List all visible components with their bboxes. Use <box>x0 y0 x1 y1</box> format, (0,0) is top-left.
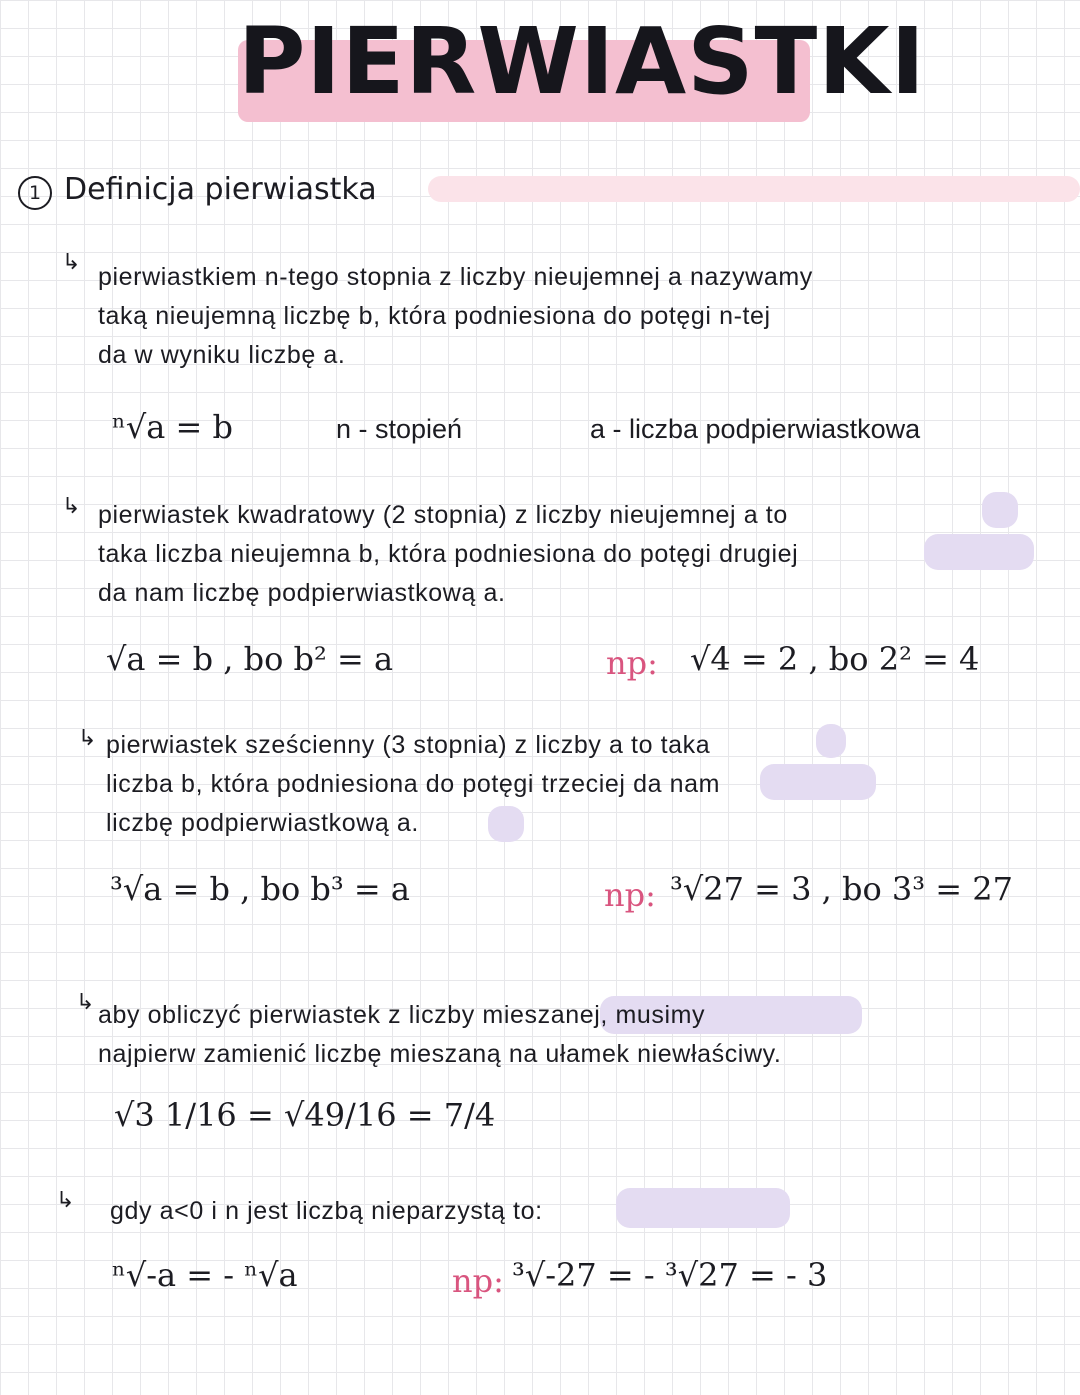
text-line: taką nieujemną liczbę b, która podniesiona do potęgi n-tej <box>98 302 771 330</box>
text-line: da nam liczbę podpierwiastkową a. <box>98 579 506 607</box>
section-number: 1 <box>18 176 52 210</box>
text-line: liczba b, która podniesiona do potęgi trzeciej da nam <box>106 770 721 798</box>
arrow-bullet-icon: ↳ <box>62 494 81 519</box>
arrow-bullet-icon: ↳ <box>76 990 95 1015</box>
square-root-formula: √a = b , bo b² = a <box>106 640 394 678</box>
text-line: da w wyniku liczbę a. <box>98 341 346 369</box>
text-line: pierwiastek kwadratowy (2 stopnia) z liczby nieujemnej a to <box>98 501 788 529</box>
odd-root-formula: ⁿ√-a = - ⁿ√a <box>112 1256 298 1294</box>
definition-text <box>98 258 813 375</box>
section-highlight-bar <box>428 176 1080 202</box>
legend-radicand: a - liczba podpierwiastkowa <box>590 414 921 444</box>
marker-highlight <box>816 724 846 758</box>
text-line: liczbę podpierwiastkową a. <box>106 809 419 837</box>
marker-highlight <box>760 764 876 800</box>
section-title: Definicja pierwiastka <box>64 172 377 207</box>
arrow-bullet-icon: ↳ <box>62 250 81 275</box>
arrow-bullet-icon: ↳ <box>78 726 97 751</box>
marker-highlight <box>982 492 1018 528</box>
legend-degree: n - stopień <box>336 414 463 444</box>
marker-highlight <box>924 534 1034 570</box>
example-label: np: <box>452 1262 504 1300</box>
negative-radicand-text <box>110 1192 543 1231</box>
square-root-example: √4 = 2 , bo 2² = 4 <box>690 640 980 678</box>
cube-root-formula: ³√a = b , bo b³ = a <box>110 870 410 908</box>
mixed-number-formula: √3 1/16 = √49/16 = 7/4 <box>114 1096 496 1134</box>
arrow-bullet-icon: ↳ <box>56 1188 75 1213</box>
square-root-text <box>98 496 798 613</box>
example-label: np: <box>606 644 658 682</box>
text-line: gdy a<0 i n jest liczbą nieparzystą to: <box>110 1197 543 1225</box>
marker-highlight <box>616 1188 790 1228</box>
page-title: PIERWIASTKI <box>238 8 926 115</box>
text-line: aby obliczyć pierwiastek z liczby mieszanej, musimy <box>98 1001 706 1029</box>
nth-root-formula: ⁿ√a = b <box>112 408 233 446</box>
odd-root-example: ³√-27 = - ³√27 = - 3 <box>512 1256 828 1294</box>
text-line: taka liczba nieujemna b, która podniesiona do potęgi drugiej <box>98 540 799 568</box>
mixed-number-text <box>98 996 781 1074</box>
text-line: pierwiastek sześcienny (3 stopnia) z liczby a to taka <box>106 731 711 759</box>
cube-root-text <box>106 726 720 843</box>
cube-root-example: ³√27 = 3 , bo 3³ = 27 <box>670 870 1013 908</box>
text-line: pierwiastkiem n-tego stopnia z liczby nieujemnej a nazywamy <box>98 263 813 291</box>
text-line: najpierw zamienić liczbę mieszaną na ułamek niewłaściwy. <box>98 1040 782 1068</box>
example-label: np: <box>604 876 656 914</box>
